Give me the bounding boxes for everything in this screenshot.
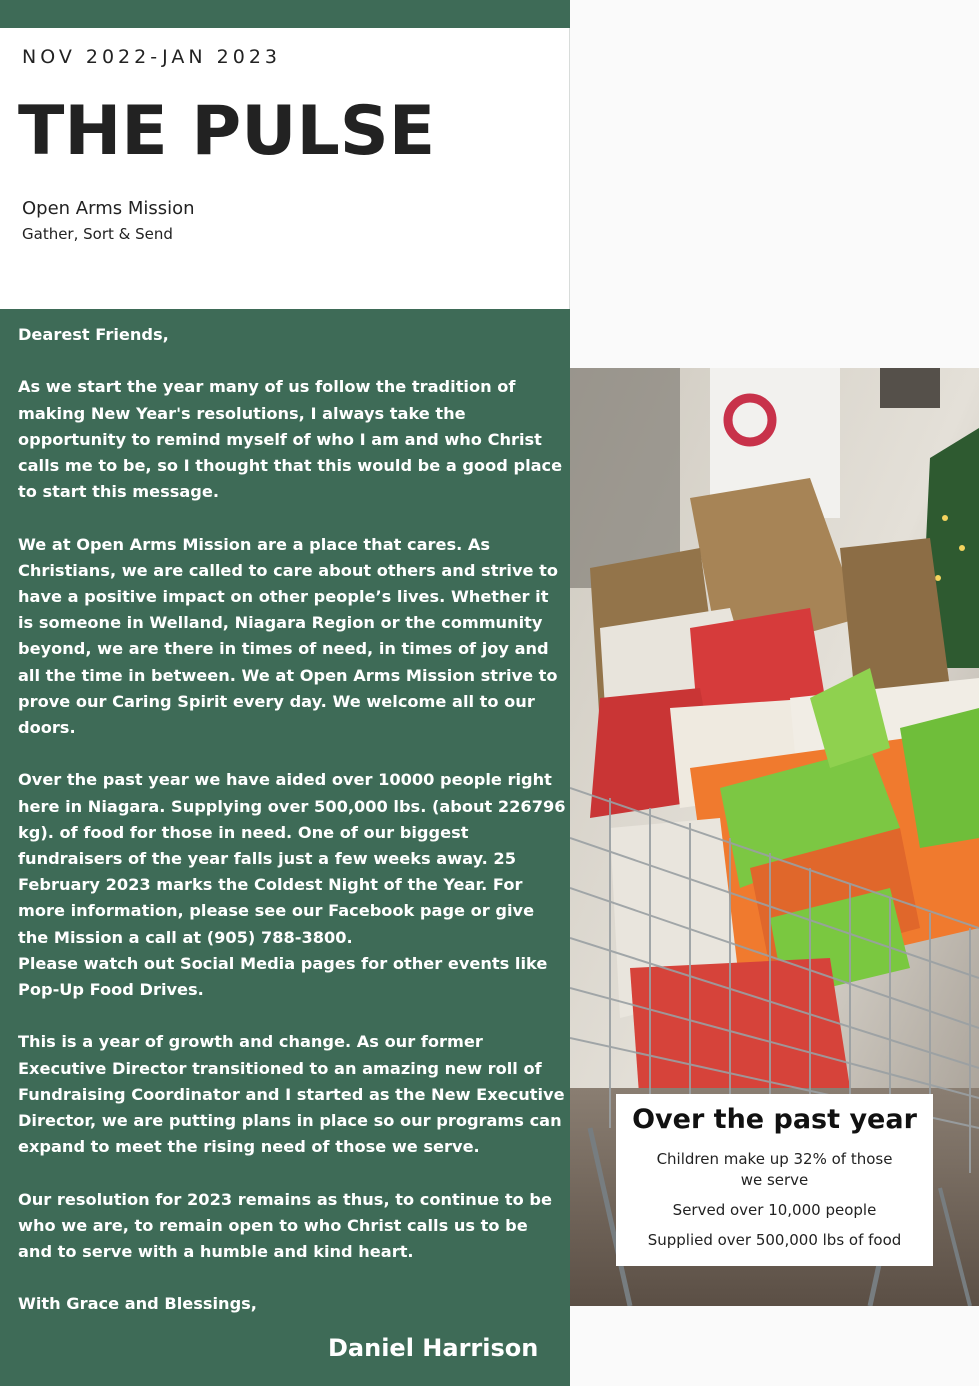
stats-title: Over the past year — [632, 1104, 917, 1135]
newsletter-title: THE PULSE — [18, 92, 436, 171]
top-accent-bar — [0, 0, 570, 28]
letter-signature: Daniel Harrison — [328, 1334, 539, 1362]
letter-greeting: Dearest Friends, — [18, 325, 169, 344]
letter-paragraph: As we start the year many of us follow the tradition of making New Year's resolutions, I always take the opportunity to remind myself of who I am and who Christ calls me to be, so I thought that this would be a good place to start this message. — [18, 377, 563, 502]
stat-item: Children make up 32% of those we serve — [656, 1150, 893, 1189]
letter-paragraph: This is a year of growth and change. As our former Executive Director transitioned to an amazing new roll of Fundraising Coordinator and I started as the New Executive Director, we are putting plans in place so our programs can expand to meet the rising need of those we serve. — [18, 1032, 565, 1157]
stat-item: Served over 10,000 people — [672, 1201, 877, 1219]
letter-paragraph: Our resolution for 2023 remains as thus, to continue to be who we are, to remain open to who Christ calls us to be and to serve with a humble and kind heart. — [18, 1189, 552, 1262]
letter-paragraph: We at Open Arms Mission are a place that cares. As Christians, we are called to care about others and strive to have a positive impact on other people’s lives. Whether it is someone in Welland, Niagara Region or the community beyond, we are there in times of need, in times of joy and all the time in between. We at Open Arms Mission strive to prove our Caring Spirit every day. We welcome all to our doors. — [18, 534, 558, 738]
stat-item: Supplied over 500,000 lbs of food — [647, 1231, 902, 1249]
letter-closing: With Grace and Blessings, — [18, 1294, 257, 1314]
organization-name: Open Arms Mission — [22, 198, 195, 219]
letter-body — [18, 322, 566, 1344]
organization-tagline: Gather, Sort & Send — [22, 225, 173, 243]
letter-paragraph: Over the past year we have aided over 10000 people right here in Niagara. Supplying over 500,000 lbs. (about 226796 kg). of food for those in need. One of our biggest fundraisers of the year falls just a few weeks away. 25 February 2023 marks the Coldest Night of the Year. For more information, please see our Facebook page or give the Mission a call at (905) 788-3800. — [18, 770, 566, 947]
issue-date-range: NOV 2022-JAN 2023 — [22, 46, 282, 68]
stats-card — [616, 1094, 933, 1266]
letter-paragraph: Please watch out Social Media pages for other events like Pop-Up Food Drives. — [18, 953, 548, 1000]
